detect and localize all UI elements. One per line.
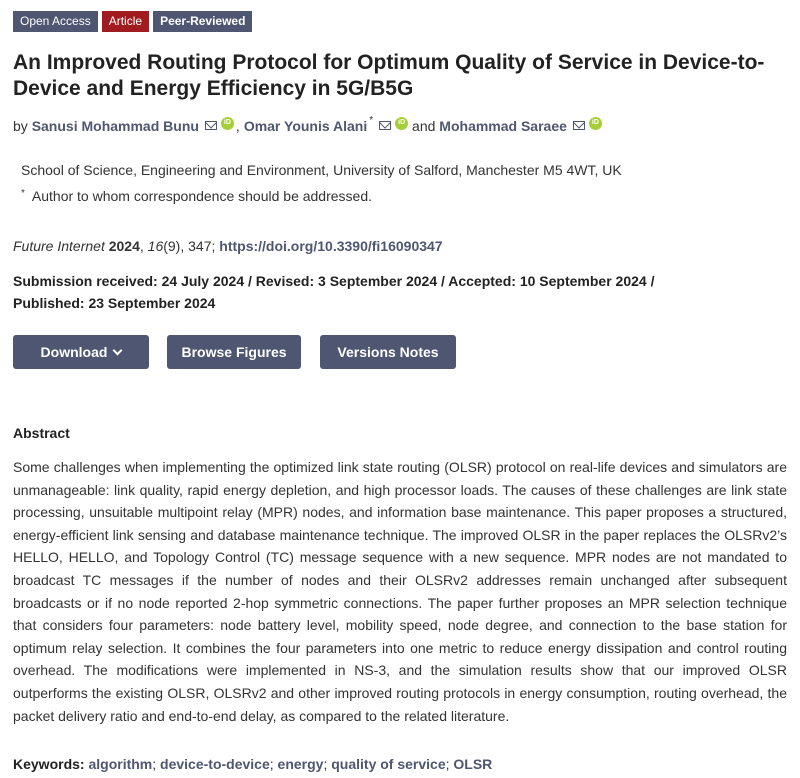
- author-name-1[interactable]: Sanusi Mohammad Bunu: [31, 118, 199, 134]
- author-separator: ,: [235, 118, 240, 134]
- article-badges: [13, 11, 252, 32]
- affiliation: School of Science, Engineering and Environment, University of Salford, Manchester M5 4WT, UK: [21, 162, 622, 178]
- keywords-line: [13, 754, 492, 774]
- author-list: [13, 116, 602, 136]
- keyword-link[interactable]: OLSR: [453, 756, 493, 772]
- download-button[interactable]: [13, 335, 149, 369]
- author-name-3[interactable]: Mohammad Saraee: [439, 118, 567, 134]
- correspondence-note: [21, 186, 372, 209]
- publication-dates: Submission received: 24 July 2024 / Revised: 3 September 2024 / Accepted: 10 September 2024 / Published: 23 September 2024: [13, 273, 655, 311]
- abstract-text: Some challenges when implementing the optimized link state routing (OLSR) protocol on real-life devices and simulators are unmanageable: link quality, rapid energy depletion, and high processor loads. The causes of these challenges are link state processing, unsuitable multipoint relay (MPR) nodes, and information base maintenance. This paper proposes a structured, energy-efficient link sensing and database maintenance technique. The improved OLSR in the paper replaces the OLSRv2’s HELLO, HELLO, and Topology Control (TC) message sequence with a new sequence. MPR nodes are not mandated to broadcast TC messages if the number of nodes and their OLSRv2 addresses remain unchanged after subsequent broadcasts or if no node reported 2-hop symmetric connections. The paper further proposes an MPR selection technique that considers four parameters: node battery level, mobility speed, node degree, and connection to the base station for optimum relay selection. It combines the four parameters into one metric to reduce energy dissipation and control routing overhead. The modifications were implemented in NS-3, and the simulation results show that our improved OLSR outperforms the existing OLSR, OLSRv2 and other improved routing protocols in energy consumption, routing overhead, the packet delivery ratio and end-to-end delay, as compared to the related literature.: [13, 459, 787, 724]
- keyword-separator: ;: [323, 756, 328, 772]
- journal-name: Future Internet: [13, 238, 105, 254]
- open-access-badge[interactable]: Open Access: [13, 11, 98, 32]
- keyword-separator: ;: [152, 756, 157, 772]
- article-title: An Improved Routing Protocol for Optimum Quality of Service in Device-to-Device and Energy Efficiency in 5G/B5G: [13, 51, 765, 100]
- correspondence-text: Author to whom correspondence should be addressed.: [31, 188, 373, 204]
- keyword-separator: ;: [445, 756, 450, 772]
- by-label: by: [13, 118, 28, 134]
- peer-reviewed-badge[interactable]: Peer-Reviewed: [153, 11, 252, 32]
- keyword-link[interactable]: quality of service: [331, 756, 446, 772]
- keyword-link[interactable]: device-to-device: [160, 756, 270, 772]
- keyword-link[interactable]: energy: [277, 756, 324, 772]
- orcid-icon[interactable]: iD: [395, 117, 408, 130]
- email-icon[interactable]: [573, 121, 585, 130]
- keywords-label: Keywords:: [13, 756, 85, 772]
- correspondence-mark: *: [21, 188, 25, 199]
- citation-year: 2024: [108, 238, 140, 254]
- download-label: Download: [40, 344, 108, 360]
- email-icon[interactable]: [379, 121, 391, 130]
- citation-line: Future Internet 2024, 16(9), 347; https://doi.org/10.3390/fi16090347: [13, 238, 443, 254]
- citation-volume: 16: [147, 238, 164, 254]
- abstract-heading: Abstract: [13, 425, 70, 441]
- versions-notes-button[interactable]: Versions Notes: [320, 335, 456, 369]
- article-type-badge[interactable]: Article: [102, 11, 149, 32]
- citation-issue-pages: (9), 347;: [163, 238, 220, 254]
- email-icon[interactable]: [205, 121, 217, 130]
- doi-link[interactable]: https://doi.org/10.3390/fi16090347: [219, 238, 443, 254]
- keyword-link[interactable]: algorithm: [88, 756, 153, 772]
- orcid-icon[interactable]: iD: [221, 117, 234, 130]
- orcid-icon[interactable]: iD: [589, 117, 602, 130]
- keyword-separator: ;: [269, 756, 274, 772]
- corresponding-author-mark: *: [369, 115, 374, 126]
- browse-figures-button[interactable]: Browse Figures: [167, 335, 301, 369]
- author-name-2[interactable]: Omar Younis Alani: [243, 118, 368, 134]
- and-label: and: [412, 118, 436, 134]
- chevron-down-icon: [113, 345, 123, 355]
